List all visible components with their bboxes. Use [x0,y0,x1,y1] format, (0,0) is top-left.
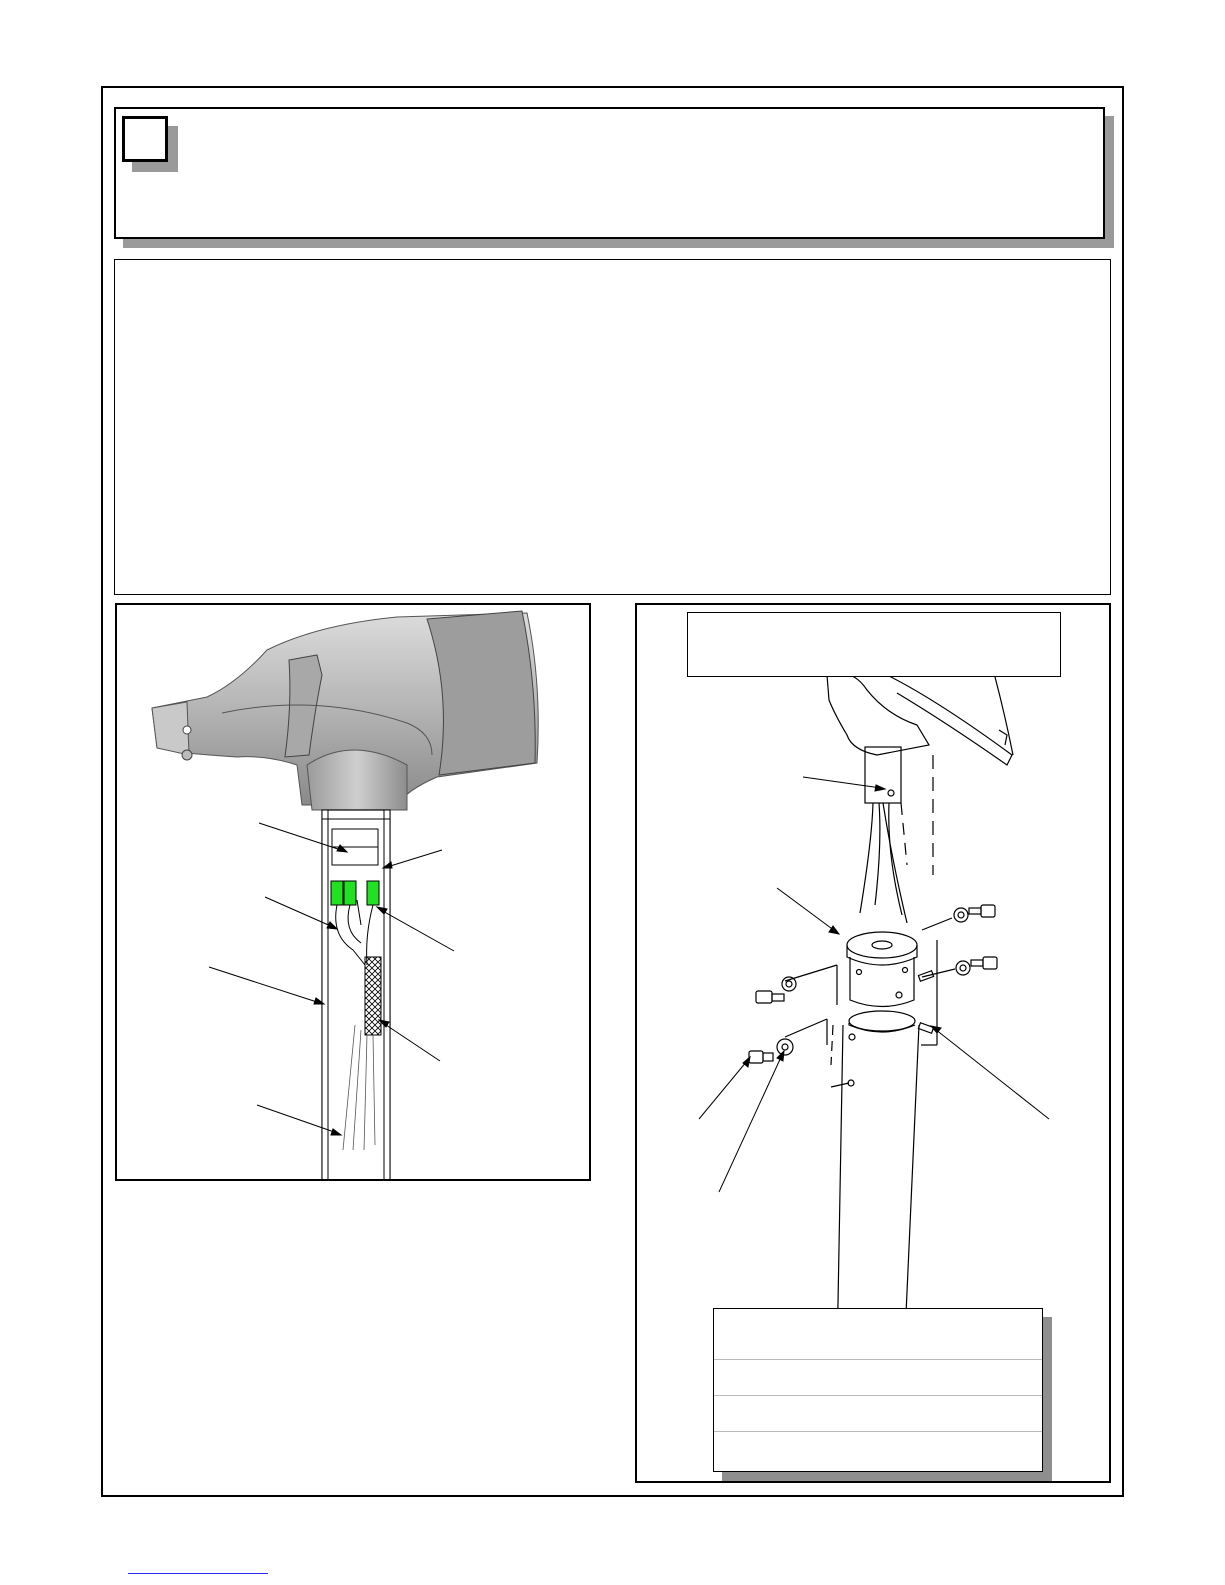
instructions-box [114,259,1111,595]
fixture-shroud [427,611,535,775]
head-wiring-illustration [117,605,591,1181]
table-row [714,1359,1042,1396]
step-number-box [122,116,168,162]
figure-caption-box [687,612,1061,677]
footer-link[interactable] [128,1573,268,1574]
table-row [714,1431,1042,1472]
figure-left [115,603,591,1181]
table-row [714,1309,1042,1359]
wire-connector-1 [331,881,343,905]
table-row [714,1395,1042,1432]
title-box [114,107,1105,239]
wire-connector-3 [367,881,379,905]
fixture-neck [307,750,407,810]
wire-connector-2 [344,881,356,905]
parts-table [713,1308,1043,1472]
braided-ground [365,957,381,1035]
